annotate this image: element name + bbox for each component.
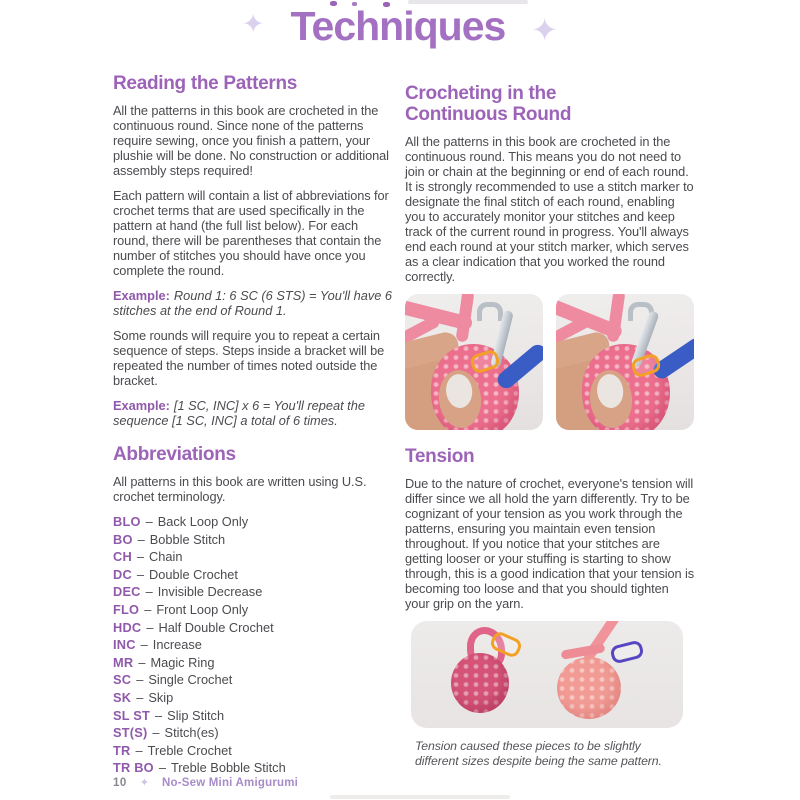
abbreviation-separator: – bbox=[136, 566, 145, 582]
photo-tension-comparison bbox=[411, 621, 683, 728]
crochet-hook-head bbox=[477, 302, 503, 321]
thumbnail-nail bbox=[595, 373, 624, 410]
stitch-marker-icon-purple bbox=[609, 639, 644, 664]
abbreviation-meaning: Bobble Stitch bbox=[149, 531, 226, 547]
abbreviations-list bbox=[113, 514, 392, 775]
crochet-piece-light-pink bbox=[557, 657, 621, 719]
abbreviation-meaning: Magic Ring bbox=[150, 654, 215, 670]
abbreviation-meaning: Stitch(es) bbox=[164, 725, 219, 741]
section-heading-continuous-round: Crocheting in the Continuous Round bbox=[405, 83, 572, 125]
abbreviation-meaning: Front Loop Only bbox=[156, 601, 249, 617]
abbreviation-row bbox=[113, 549, 392, 564]
abbreviation-code: CH bbox=[113, 549, 132, 565]
abbreviation-separator: – bbox=[145, 584, 153, 600]
abbreviation-meaning: Single Crochet bbox=[148, 672, 233, 688]
abbreviation-code: INC bbox=[113, 637, 136, 653]
abbreviation-row bbox=[113, 672, 392, 687]
abbreviation-separator: – bbox=[145, 514, 153, 529]
abbreviation-separator: – bbox=[158, 760, 166, 776]
abbreviation-separator: – bbox=[152, 725, 160, 741]
photo-crochet-hook-marker-left bbox=[405, 294, 543, 430]
abbreviation-row bbox=[113, 725, 392, 740]
paragraph: All the patterns in this book are crocheted in the continuous round. This means you do not need to join or chain at the beginning or end of each round. It is strongly recommended to use a stitch marker to designate the final stitch of each round, enabling you to accurately monitor your stitches and keep track of the current round in progress. You'll always end each round at your stitch marker, which serves as a clear indication that you worked the round correctly. bbox=[405, 134, 694, 284]
abbreviation-separator: – bbox=[136, 689, 144, 705]
abbreviation-code: DC bbox=[113, 566, 132, 582]
sparkle-icon-left: ✦ bbox=[241, 9, 265, 40]
paragraph: Due to the nature of crochet, everyone's tension will differ since we all hold the yarn differently. Try to be cognizant of your tension as you work through the patterns, ensuring you maintain even tension throughout. If you notice that your stitches are getting looser or your stuffing is starting to show through, this is a good indication that your tension is becoming too loose and that you should tighten your grip on the yarn. bbox=[405, 476, 695, 611]
section-heading-reading-the-patterns: Reading the Patterns bbox=[113, 73, 298, 94]
abbreviation-meaning: Back Loop Only bbox=[157, 514, 249, 529]
abbreviation-separator: – bbox=[136, 549, 145, 565]
abbreviation-separator: – bbox=[146, 619, 154, 635]
abbreviation-meaning: Skip bbox=[148, 689, 174, 705]
abbreviation-row bbox=[113, 584, 392, 599]
crochet-piece-dark-pink bbox=[451, 653, 509, 713]
example-label: Example: bbox=[113, 288, 170, 303]
right-column bbox=[405, 83, 694, 769]
abbreviation-row bbox=[113, 620, 392, 635]
abbreviation-code: BLO bbox=[113, 514, 141, 529]
example-block bbox=[113, 398, 392, 428]
left-column bbox=[113, 73, 392, 778]
footer-page-number: 10 bbox=[113, 776, 127, 789]
abbreviation-meaning: Increase bbox=[152, 637, 202, 653]
abbreviation-code: ST(S) bbox=[113, 725, 148, 741]
sparkle-icon-right: ✦ bbox=[531, 11, 559, 48]
paragraph: Each pattern will contain a list of abbreviations for crochet terms that are used specifically in the pattern at hand (the full list below). For each round, there will be parentheses that contain the number of stitches you should have once you complete the round. bbox=[113, 188, 389, 278]
yarn-strand bbox=[606, 294, 625, 343]
abbreviation-meaning: Treble Bobble Stitch bbox=[170, 760, 286, 776]
abbreviation-code: FLO bbox=[113, 601, 140, 617]
page-title: Techniques bbox=[290, 3, 506, 49]
abbreviation-code: SK bbox=[113, 689, 132, 705]
section-heading-tension: Tension bbox=[405, 446, 475, 467]
abbreviation-row bbox=[113, 567, 392, 582]
abbreviation-code: SC bbox=[113, 672, 132, 688]
abbreviations-intro: All patterns in this book are written using U.S. crochet terminology. bbox=[113, 474, 367, 504]
example-text: [1 SC, INC] x 6 = You'll repeat the sequence [1 SC, INC] a total of 6 times. bbox=[113, 398, 365, 428]
title-row bbox=[0, 4, 800, 49]
paragraph: Some rounds will require you to repeat a certain sequence of steps. Steps inside a bracket will be repeated the number of times noted outside the bracket. bbox=[113, 328, 385, 388]
abbreviation-meaning: Half Double Crochet bbox=[158, 619, 274, 635]
abbreviation-row bbox=[113, 655, 392, 670]
footer-sparkle-icon: ✦ bbox=[139, 777, 150, 789]
abbreviation-row bbox=[113, 708, 392, 723]
paragraph: All the patterns in this book are crocheted in the continuous round. Since none of the patterns require sewing, once you finish a pattern, your plushie will be done. No construction or additional assembly steps required! bbox=[113, 103, 389, 178]
stitch-marker-photos bbox=[405, 294, 694, 430]
abbreviation-meaning: Chain bbox=[149, 549, 183, 565]
abbreviation-separator: – bbox=[155, 707, 163, 723]
abbreviation-meaning: Treble Crochet bbox=[147, 742, 232, 758]
abbreviation-code: TR bbox=[113, 742, 131, 758]
abbreviation-separator: – bbox=[144, 601, 152, 617]
abbreviation-separator: – bbox=[138, 654, 146, 670]
section-heading-abbreviations: Abbreviations bbox=[113, 444, 236, 465]
abbreviation-row bbox=[113, 760, 392, 775]
abbreviation-row bbox=[113, 743, 392, 758]
page-footer bbox=[113, 776, 298, 789]
abbreviation-separator: – bbox=[137, 531, 145, 547]
abbreviation-code: HDC bbox=[113, 619, 142, 635]
example-block bbox=[113, 288, 392, 318]
abbreviation-code: SL ST bbox=[113, 707, 151, 723]
abbreviation-code: DEC bbox=[113, 584, 141, 600]
photo-caption: Tension caused these pieces to be slightly different sizes despite being the same pattern. bbox=[415, 739, 662, 768]
abbreviation-row bbox=[113, 532, 392, 547]
abbreviation-meaning: Invisible Decrease bbox=[157, 584, 263, 600]
example-text: Round 1: 6 SC (6 STS) = You'll have 6 stitches at the end of Round 1. bbox=[113, 288, 393, 318]
abbreviation-row bbox=[113, 602, 392, 617]
yarn-strand bbox=[455, 294, 474, 343]
example-label: Example: bbox=[113, 398, 170, 413]
abbreviation-code: BO bbox=[113, 531, 133, 547]
abbreviation-meaning: Double Crochet bbox=[149, 566, 238, 582]
abbreviation-row bbox=[113, 690, 392, 705]
abbreviation-separator: – bbox=[135, 742, 143, 758]
abbreviation-code: MR bbox=[113, 654, 134, 670]
abbreviation-separator: – bbox=[140, 637, 148, 653]
footer-book-title: No-Sew Mini Amigurumi bbox=[162, 776, 299, 789]
cropped-text-fragment bbox=[330, 795, 510, 799]
photo-crochet-hook-marker-right bbox=[556, 294, 694, 430]
abbreviation-code: TR BO bbox=[113, 760, 154, 776]
abbreviation-separator: – bbox=[136, 672, 144, 688]
abbreviation-row bbox=[113, 637, 392, 652]
abbreviation-meaning: Slip Stitch bbox=[167, 707, 225, 723]
abbreviation-row bbox=[113, 514, 392, 529]
thumbnail-nail bbox=[444, 373, 473, 410]
